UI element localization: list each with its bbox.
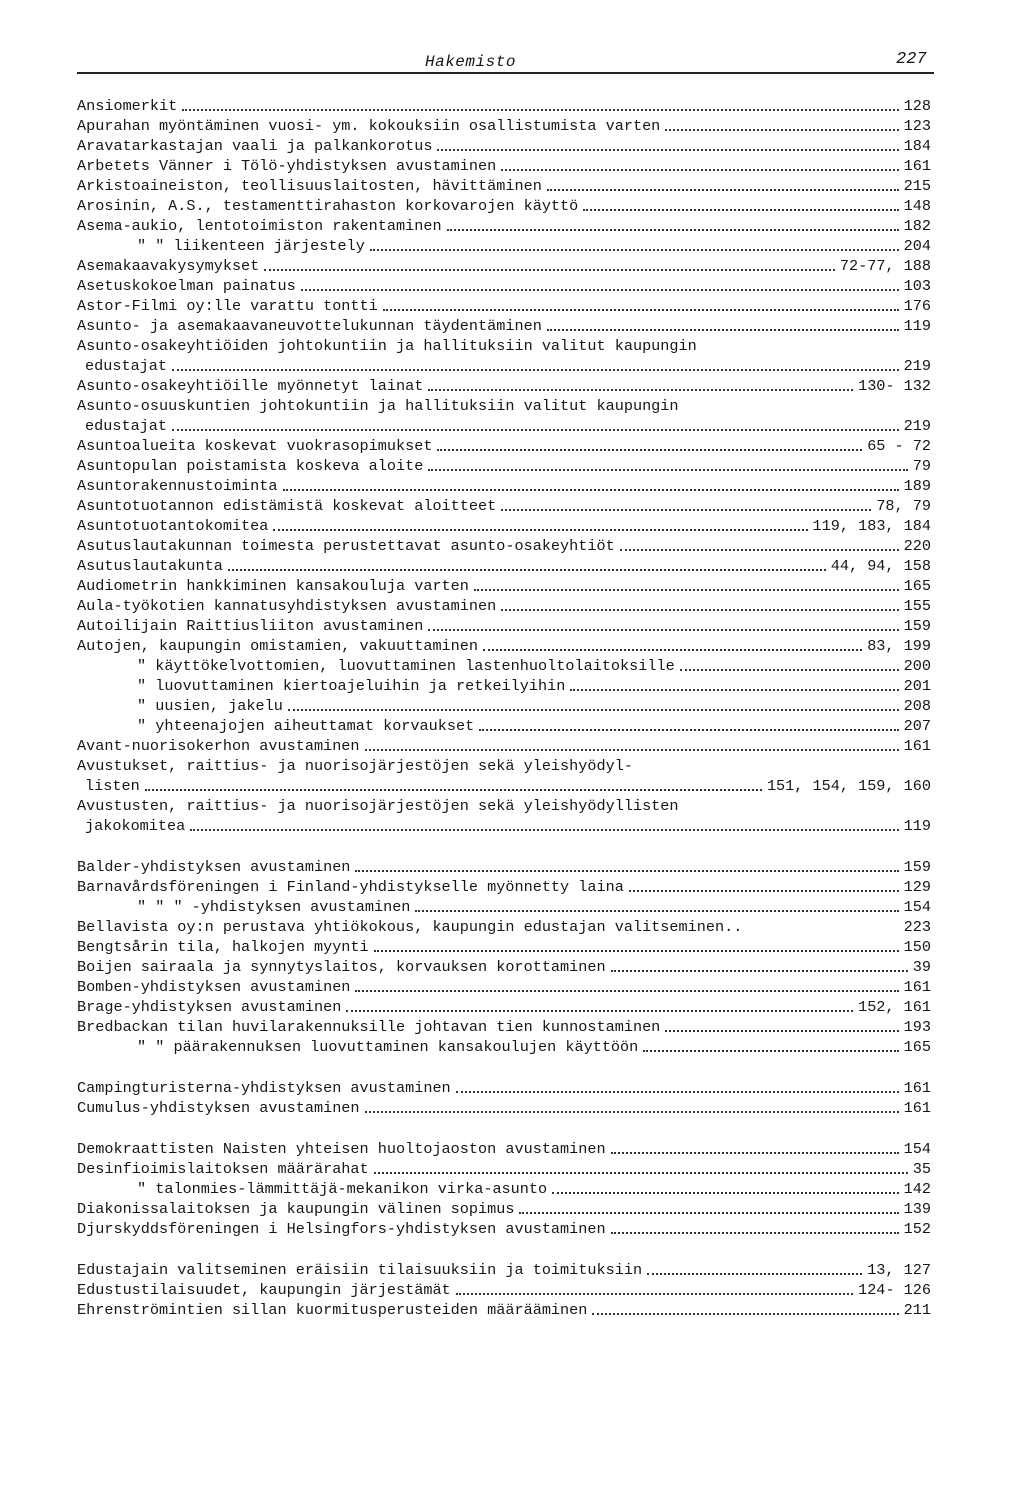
entry-pages: 154	[903, 1140, 931, 1158]
entry-text: Djurskyddsföreningen i Helsingfors-yhdistyksen avustaminen	[77, 1220, 606, 1238]
entry-text: Asutuslautakunnan toimesta perustettavat asunto-osakeyhtiöt	[77, 537, 615, 555]
entry-pages: 159	[903, 858, 931, 876]
dot-leader	[643, 1050, 898, 1052]
entry-text: Ehrenströmintien sillan kuormitusperusteiden määrääminen	[77, 1301, 588, 1319]
entry-text: Balder-yhdistyksen avustaminen	[77, 858, 351, 876]
entry-text: Asetuskokoelman painatus	[77, 277, 296, 295]
entry-text: " " liikenteen järjestely	[137, 237, 365, 255]
entry-pages: 193	[903, 1018, 931, 1036]
section-gap	[77, 1057, 931, 1078]
entry-pages: 152	[903, 1220, 931, 1238]
entry-text: Bellavista oy:n perustava yhtiökokous, kaupungin edustajan valitseminen..	[77, 918, 743, 936]
entry-text: Diakonissalaitoksen ja kaupungin välinen sopimus	[77, 1200, 515, 1218]
index-entry	[77, 476, 931, 496]
entry-text: " talonmies-lämmittäjä-mekanikon virka-asunto	[137, 1180, 548, 1198]
entry-text: Asemakaavakysymykset	[77, 257, 260, 275]
entry-text: edustajat	[85, 357, 168, 375]
index-entries	[77, 96, 931, 1320]
dot-leader	[647, 1273, 862, 1275]
entry-text: Avant-nuorisokerhon avustaminen	[77, 737, 360, 755]
entry-pages: 83, 199	[867, 637, 931, 655]
dot-leader	[456, 1091, 899, 1093]
index-entry	[77, 1260, 931, 1280]
entry-text: Demokraattisten Naisten yhteisen huoltojaoston avustaminen	[77, 1140, 606, 1158]
entry-pages: 39	[912, 958, 931, 976]
entry-text: Desinfioimislaitoksen määrärahat	[77, 1160, 369, 1178]
dot-leader	[383, 309, 899, 311]
entry-text: Barnavårdsföreningen i Finland-yhdistykselle myönnetty laina	[77, 878, 624, 896]
entry-text: Asunto- ja asemakaavaneuvottelukunnan täydentäminen	[77, 317, 542, 335]
entry-pages: 207	[903, 717, 931, 735]
page-title: Hakemisto	[425, 53, 516, 71]
index-entry	[77, 1199, 931, 1219]
entry-pages: 152, 161	[858, 998, 931, 1016]
index-entry	[77, 156, 931, 176]
section-gap	[77, 1118, 931, 1139]
dot-leader	[501, 509, 871, 511]
entry-text: " luovuttaminen kiertoajeluihin ja retkeilyihin	[137, 677, 566, 695]
index-entry	[77, 316, 931, 336]
index-entry	[77, 1098, 931, 1118]
entry-text: Arkistoaineiston, teollisuuslaitosten, hävittäminen	[77, 177, 542, 195]
entry-pages: 154	[903, 898, 931, 916]
index-entry	[77, 656, 931, 676]
index-entry	[77, 236, 931, 256]
index-entry	[77, 576, 931, 596]
page-number: 227	[896, 50, 927, 69]
entry-pages: 124- 126	[858, 1281, 931, 1299]
dot-leader	[583, 209, 898, 211]
entry-text: Campingturisterna-yhdistyksen avustaminen	[77, 1079, 451, 1097]
entry-text: Asunto-osuuskuntien johtokuntiin ja hallituksiin valitut kaupungin	[77, 397, 679, 415]
index-entry	[77, 716, 931, 736]
dot-leader	[629, 890, 899, 892]
entry-text: Autoilijain Raittiusliiton avustaminen	[77, 617, 424, 635]
index-entry	[77, 857, 931, 877]
dot-leader	[182, 109, 898, 111]
index-entry	[77, 696, 931, 716]
index-entry	[77, 756, 931, 776]
entry-pages: 200	[903, 657, 931, 675]
entry-pages: 130- 132	[858, 377, 931, 395]
dot-leader	[501, 169, 898, 171]
header-rule	[77, 72, 934, 74]
index-entry	[77, 216, 931, 236]
dot-leader	[456, 1293, 853, 1295]
index-entry	[77, 556, 931, 576]
entry-text: Bredbackan tilan huvilarakennuksille johtavan tien kunnostaminen	[77, 1018, 661, 1036]
entry-pages: 119	[903, 817, 931, 835]
index-entry	[77, 196, 931, 216]
index-entry	[77, 1139, 931, 1159]
entry-text: Bengtsårin tila, halkojen myynti	[77, 938, 369, 956]
entry-pages: 219	[903, 417, 931, 435]
entry-text: " " " -yhdistyksen avustaminen	[137, 898, 411, 916]
index-entry	[77, 596, 931, 616]
entry-text: Asuntotuotannon edistämistä koskevat aloitteet	[77, 497, 497, 515]
entry-text: Asema-aukio, lentotoimiston rakentaminen	[77, 217, 442, 235]
entry-text: " " päärakennuksen luovuttaminen kansakoulujen käyttöön	[137, 1038, 639, 1056]
dot-leader	[665, 1030, 898, 1032]
dot-leader	[288, 709, 899, 711]
entry-text: Autojen, kaupungin omistamien, vakuuttaminen	[77, 637, 479, 655]
entry-text: Asuntotuotantokomitea	[77, 517, 269, 535]
index-entry	[77, 1078, 931, 1098]
index-entry	[77, 676, 931, 696]
index-entry	[77, 636, 931, 656]
index-entry	[77, 296, 931, 316]
entry-pages: 35	[912, 1160, 931, 1178]
index-entry	[77, 436, 931, 456]
index-entry	[77, 937, 931, 957]
dot-leader	[552, 1192, 899, 1194]
dot-leader	[374, 1172, 908, 1174]
entry-text: Boijen sairaala ja synnytyslaitos, korvauksen korottaminen	[77, 958, 606, 976]
section-gap	[77, 836, 931, 857]
dot-leader	[437, 149, 898, 151]
index-entry	[77, 977, 931, 997]
entry-pages: 148	[903, 197, 931, 215]
entry-pages: 79	[912, 457, 931, 475]
dot-leader	[437, 449, 862, 451]
entry-text: Brage-yhdistyksen avustaminen	[77, 998, 342, 1016]
entry-text: Asutuslautakunta	[77, 557, 223, 575]
entry-pages: 165	[903, 577, 931, 595]
dot-leader	[620, 549, 899, 551]
dot-leader	[428, 389, 853, 391]
entry-pages: 161	[903, 157, 931, 175]
index-entry	[77, 776, 931, 796]
entry-pages: 78, 79	[876, 497, 931, 515]
index-entry	[77, 356, 931, 376]
entry-text: Avustusten, raittius- ja nuorisojärjestöjen sekä yleishyödyllisten	[77, 797, 679, 815]
index-entry	[77, 516, 931, 536]
dot-leader	[228, 569, 826, 571]
index-entry	[77, 1037, 931, 1057]
entry-pages: 189	[903, 477, 931, 495]
index-entry	[77, 796, 931, 816]
index-entry	[77, 1179, 931, 1199]
dot-leader	[283, 489, 899, 491]
entry-pages: 155	[903, 597, 931, 615]
index-entry	[77, 816, 931, 836]
entry-pages: 182	[903, 217, 931, 235]
index-entry	[77, 396, 931, 416]
dot-leader	[346, 1010, 853, 1012]
index-entry	[77, 456, 931, 476]
index-entry	[77, 616, 931, 636]
dot-leader	[680, 669, 899, 671]
dot-leader	[428, 629, 898, 631]
dot-leader	[501, 609, 898, 611]
index-entry	[77, 116, 931, 136]
index-entry	[77, 256, 931, 276]
dot-leader	[190, 829, 898, 831]
dot-leader	[474, 589, 899, 591]
index-entry	[77, 416, 931, 436]
dot-leader	[547, 329, 899, 331]
index-entry	[77, 1280, 931, 1300]
entry-pages: 142	[903, 1180, 931, 1198]
index-entry	[77, 957, 931, 977]
index-entry	[77, 136, 931, 156]
dot-leader	[172, 429, 899, 431]
dot-leader	[665, 129, 898, 131]
entry-text: Edustustilaisuudet, kaupungin järjestämät	[77, 1281, 451, 1299]
dot-leader	[365, 1111, 899, 1113]
dot-leader	[355, 990, 898, 992]
entry-text: listen	[85, 777, 140, 795]
section-gap	[77, 1239, 931, 1260]
entry-text: Bomben-yhdistyksen avustaminen	[77, 978, 351, 996]
entry-pages: 220	[903, 537, 931, 555]
dot-leader	[415, 910, 898, 912]
entry-pages: 129	[903, 878, 931, 896]
entry-text: Apurahan myöntäminen vuosi- ym. kokouksiin osallistumista varten	[77, 117, 661, 135]
dot-leader	[264, 269, 835, 271]
entry-pages: 201	[903, 677, 931, 695]
entry-pages: 211	[903, 1301, 931, 1319]
entry-pages: 223	[903, 918, 931, 936]
dot-leader	[547, 189, 899, 191]
entry-text: Asuntorakennustoiminta	[77, 477, 278, 495]
index-entry	[77, 1159, 931, 1179]
entry-pages: 176	[903, 297, 931, 315]
entry-text: Asunto-osakeyhtiöiden johtokuntiin ja hallituksiin valitut kaupungin	[77, 337, 697, 355]
entry-pages: 44, 94, 158	[830, 557, 931, 575]
index-entry	[77, 536, 931, 556]
entry-pages: 184	[903, 137, 931, 155]
dot-leader	[301, 289, 899, 291]
entry-text: Astor-Filmi oy:lle varattu tontti	[77, 297, 378, 315]
entry-text: Asunto-osakeyhtiöille myönnetyt lainat	[77, 377, 424, 395]
entry-text: Cumulus-yhdistyksen avustaminen	[77, 1099, 360, 1117]
entry-text: " uusien, jakelu	[137, 697, 283, 715]
entry-text: Edustajain valitseminen eräisiin tilaisuuksiin ja toimituksiin	[77, 1261, 643, 1279]
entry-pages: 123	[903, 117, 931, 135]
index-entry	[77, 496, 931, 516]
entry-text: Asuntopulan poistamista koskeva aloite	[77, 457, 424, 475]
entry-pages: 204	[903, 237, 931, 255]
entry-text: Aravatarkastajan vaali ja palkankorotus	[77, 137, 433, 155]
index-entry	[77, 1300, 931, 1320]
entry-pages: 119, 183, 184	[812, 517, 931, 535]
index-entry	[77, 336, 931, 356]
dot-leader	[611, 970, 908, 972]
index-entry	[77, 736, 931, 756]
entry-text: " käyttökelvottomien, luovuttaminen lastenhuoltolaitoksille	[137, 657, 675, 675]
dot-leader	[370, 249, 899, 251]
dot-leader	[355, 870, 898, 872]
entry-pages: 103	[903, 277, 931, 295]
entry-text: " yhteenajojen aiheuttamat korvaukset	[137, 717, 475, 735]
index-entry	[77, 96, 931, 116]
entry-text: Arbetets Vänner i Tölö-yhdistyksen avustaminen	[77, 157, 497, 175]
entry-pages: 119	[903, 317, 931, 335]
dot-leader	[447, 229, 899, 231]
entry-pages: 165	[903, 1038, 931, 1056]
entry-pages: 161	[903, 1079, 931, 1097]
dot-leader	[428, 469, 907, 471]
dot-leader	[570, 689, 898, 691]
index-entry	[77, 1219, 931, 1239]
entry-pages: 215	[903, 177, 931, 195]
entry-pages: 13, 127	[867, 1261, 931, 1279]
dot-leader	[611, 1232, 899, 1234]
entry-pages: 161	[903, 978, 931, 996]
dot-leader	[483, 649, 862, 651]
dot-leader	[273, 529, 807, 531]
entry-text: Avustukset, raittius- ja nuorisojärjestöjen sekä yleishyödyl-	[77, 757, 633, 775]
entry-text: Ansiomerkit	[77, 97, 178, 115]
entry-pages: 151, 154, 159, 160	[766, 777, 931, 795]
index-entry	[77, 276, 931, 296]
index-entry	[77, 376, 931, 396]
index-entry	[77, 997, 931, 1017]
index-entry	[77, 917, 931, 937]
entry-pages: 139	[903, 1200, 931, 1218]
entry-text: Arosinin, A.S., testamenttirahaston korkovarojen käyttö	[77, 197, 579, 215]
dot-leader	[172, 369, 899, 371]
dot-leader	[592, 1313, 898, 1315]
entry-pages: 208	[903, 697, 931, 715]
index-entry	[77, 877, 931, 897]
entry-text: edustajat	[85, 417, 168, 435]
entry-pages: 128	[903, 97, 931, 115]
index-entry	[77, 176, 931, 196]
index-entry	[77, 897, 931, 917]
entry-pages: 161	[903, 1099, 931, 1117]
dot-leader	[374, 950, 899, 952]
entry-pages: 72-77, 188	[839, 257, 931, 275]
entry-text: Audiometrin hankkiminen kansakouluja varten	[77, 577, 469, 595]
entry-pages: 150	[903, 938, 931, 956]
dot-leader	[145, 789, 762, 791]
entry-pages: 219	[903, 357, 931, 375]
entry-pages: 161	[903, 737, 931, 755]
entry-text: jakokomitea	[85, 817, 186, 835]
entry-text: Aula-työkotien kannatusyhdistyksen avustaminen	[77, 597, 497, 615]
dot-leader	[365, 749, 899, 751]
entry-pages: 159	[903, 617, 931, 635]
index-entry	[77, 1017, 931, 1037]
dot-leader	[479, 729, 898, 731]
dot-leader	[519, 1212, 898, 1214]
entry-pages: 65 - 72	[867, 437, 931, 455]
entry-text: Asuntoalueita koskevat vuokrasopimukset	[77, 437, 433, 455]
dot-leader	[611, 1152, 899, 1154]
